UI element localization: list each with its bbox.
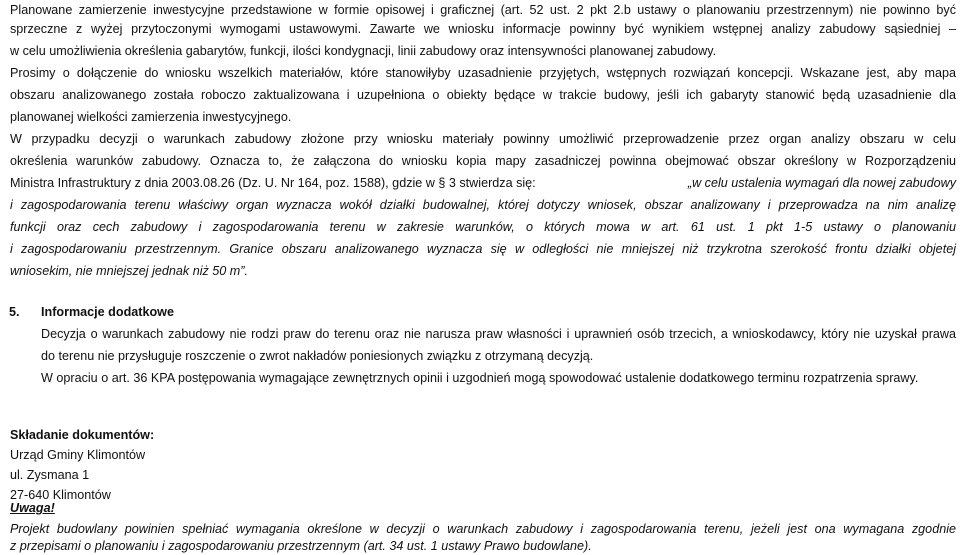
section-number: 5.	[9, 305, 20, 319]
section-heading: Informacje dodatkowe	[41, 305, 174, 319]
quotation-line: funkcji oraz cech zabudowy i zagospodarowania terenu w zakresie warunków, o których mowa w art. 61 ust. 1 pkt 1-5 ustawy o planowaniu	[10, 220, 956, 234]
paragraph-line	[10, 175, 956, 191]
note-line: z przepisami o planowaniu i zagospodarowaniu przestrzennym (art. 34 ust. 1 ustawy Prawo budowlane).	[10, 539, 592, 553]
quotation-line: i zagospodarowania terenu właściwy organ wyznacza wokół działki budowalnej, której dotyczy wniosek, obszar analizowany i przeprowadza na nim analizę	[10, 198, 956, 212]
paragraph-line: określenia warunków zabudowy. Oznacza to, że załączona do wniosku kopia mapy zasadniczej powinna obejmować obszar określony w Rozporządzeniu	[10, 154, 956, 168]
paragraph-line: planowanej wielkości zamierzenia inwestycyjnego.	[10, 110, 292, 124]
paragraph-line: w celu umożliwienia określenia gabarytów, funkcji, ilości kondygnacji, linii zabudowy oraz intensywności planowanej zabudowy.	[10, 44, 717, 58]
paragraph-line: sprzeczne z wyżej przytoczonymi wymogami ustawowymi. Zawarte we wniosku informacje powinny być wynikiem wstępnej analizy zabudowy sąsiedniej –	[10, 22, 956, 36]
paragraph-line: Planowane zamierzenie inwestycyjne przedstawione w formie opisowej i graficznej (art. 52 ust. 2 pkt 2.b ustawy o planowaniu przestrzennym) nie powinno być	[10, 3, 956, 17]
section-line: do terenu nie przysługuje roszczenie o zwrot nakładów poniesionych związku z otrzymaną decyzją.	[41, 349, 594, 363]
section-line: W opraciu o art. 36 KPA postępowania wymagające zewnętrznych opinii i uzgodnień mogą spowodować ustalenie dodatkowego terminu rozpatrzenia sprawy.	[41, 371, 919, 385]
note-heading: Uwaga!	[10, 501, 55, 515]
paragraph-line: obszaru analizowanego została roboczo zaktualizowana i uzupełniona o obiekty będące w trakcie budowy, jeśli ich gabaryty stanowić będą uzasadnienie dla	[10, 88, 956, 102]
submission-heading: Składanie dokumentów:	[10, 428, 155, 442]
paragraph-line: W przypadku decyzji o warunkach zabudowy złożone przy wniosku materiały powinny umożliwić przeprowadzenie przez organ analizy obszaru w celu	[10, 132, 956, 146]
section-line: Decyzja o warunkach zabudowy nie rodzi praw do terenu oraz nie narusza praw własności i uprawnień osób trzecich, a wnioskodawcy, który nie uzyskał prawa	[41, 327, 956, 341]
address-line: Urząd Gminy Klimontów	[10, 448, 146, 462]
address-line: ul. Zysmana 1	[10, 468, 90, 482]
address-line: 27-640 Klimontów	[10, 488, 111, 502]
quotation-start: „w celu ustalenia wymagań dla nowej zabudowy	[687, 176, 956, 190]
quotation-line: i zagospodarowaniu przestrzennym. Granice obszaru analizowanego wyznacza się w odległości nie mniejszej niż trzykrotna szerokość frontu działki objetej	[10, 242, 956, 256]
regulation-reference: Ministra Infrastruktury z dnia 2003.08.26 (Dz. U. Nr 164, poz. 1588), gdzie w § 3 stwierdza się:	[10, 176, 536, 190]
note-line: Projekt budowlany powinien spełniać wymagania określone w decyzji o warunkach zabudowy i zagospodarowania terenu, jeżeli jest ona wymagana zgodnie	[10, 522, 956, 536]
quotation-line: wniosekim, nie mniejszej jednak niż 50 m”.	[10, 264, 248, 278]
paragraph-line: Prosimy o dołączenie do wniosku wszelkich materiałów, które stanowiłyby uzasadnienie przyjętych, wstępnych rozwiązań koncepcji. Wskazane jest, aby mapa	[10, 66, 956, 80]
